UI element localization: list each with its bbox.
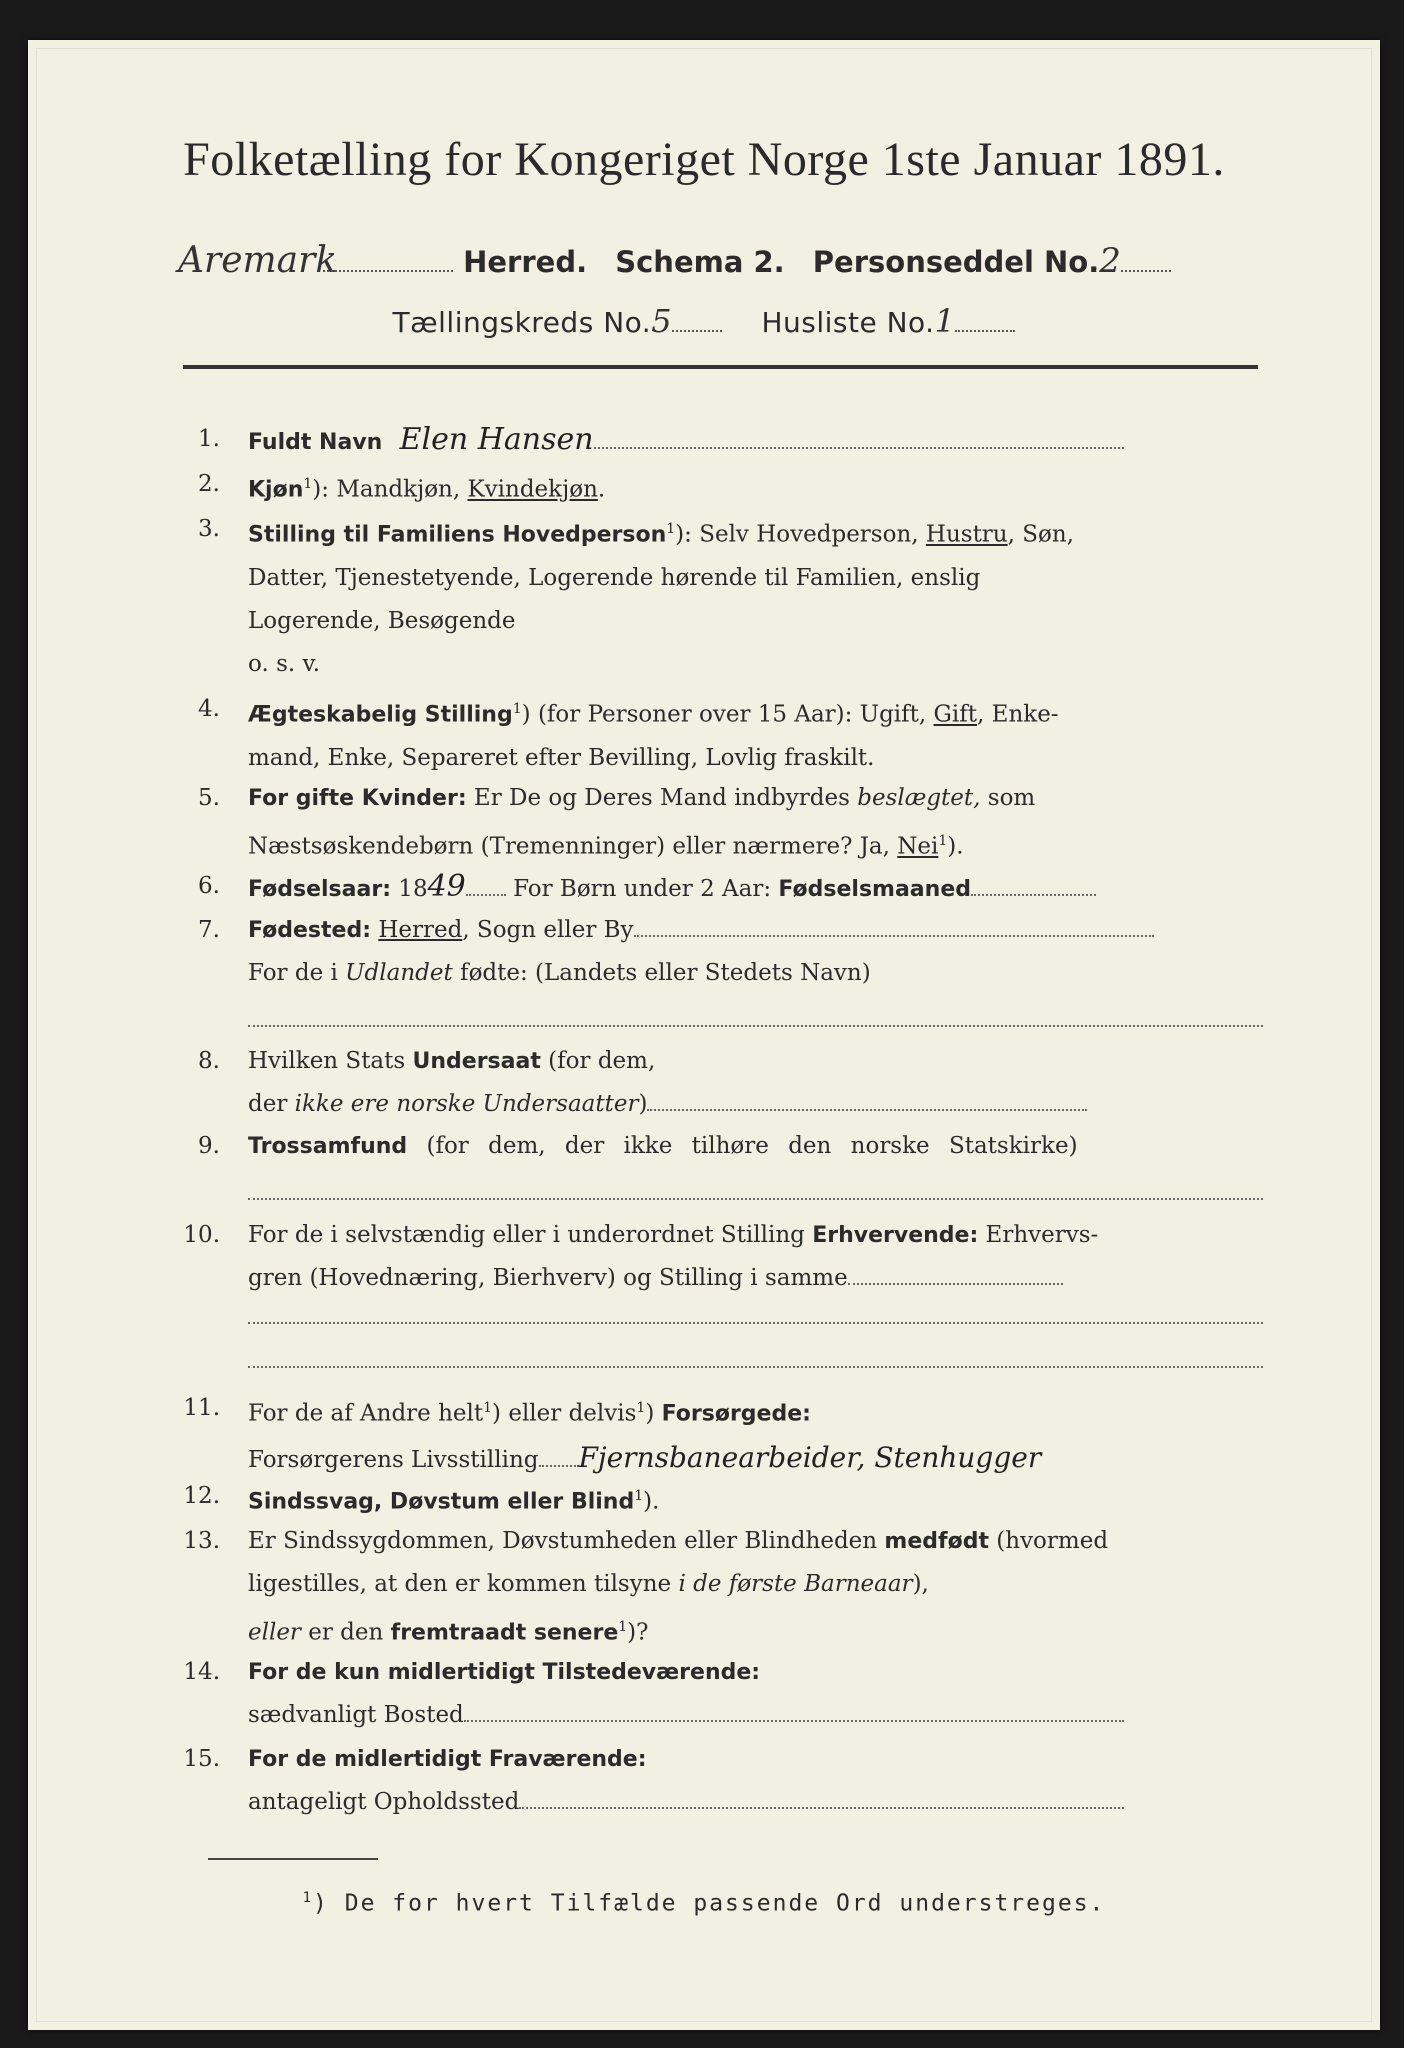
schema-label: Schema 2. (615, 245, 785, 279)
taellingskreds-value: 5 (651, 302, 673, 340)
text: sædvanligt Bosted (248, 1702, 464, 1728)
item-7 (178, 909, 1263, 1027)
text: ). (947, 833, 964, 860)
label-aegteskabelig: Ægteskabelig Stilling (248, 702, 513, 728)
item-number: 5. (198, 785, 220, 811)
value-forsorger: Fjernsbanearbeider, Stenhugger (578, 1440, 1042, 1474)
taellingskreds-label: Tællingskreds No. (392, 306, 652, 339)
fill-line (647, 1095, 1087, 1111)
fill-line (594, 433, 1124, 449)
fill-line (466, 880, 506, 896)
item-1 (178, 418, 1263, 464)
underlined-choice: Nei (897, 833, 939, 860)
item-12: 12. Sindssvag, Døvstum eller Blind$^1$). (178, 1475, 1263, 1524)
text: (for dem, der ikke tilhøre den norske Statskirke) (407, 1133, 1078, 1159)
text-italic: beslægtet, (857, 785, 981, 811)
item-number: 3. (198, 516, 220, 542)
footnote-rule (208, 1858, 378, 1860)
form-title: Folketælling for Kongeriget Norge 1ste Januar 1891. (183, 133, 1225, 186)
fill-line (971, 880, 1096, 896)
text: ) (for Personer over 15 Aar): Ugift, (521, 701, 934, 728)
item-number: 14. (183, 1659, 220, 1685)
item-number: 11. (183, 1395, 220, 1421)
fill-line (248, 1194, 1263, 1200)
item-9 (178, 1125, 1263, 1200)
text: , Enke- (977, 701, 1059, 728)
personseddel-dots (1121, 270, 1171, 272)
text: For de i (248, 960, 346, 986)
text: ): Selv Hovedperson, (675, 521, 926, 548)
item-5: 5. For gifte Kvinder: Er De og Deres Mand indbyrdes beslægtet, som Næstsøskendebørn (Tremenninger) eller nærmere? Ja, Nei$^1$). (178, 777, 1263, 869)
item-number: 7. (198, 917, 220, 943)
item-number: 2. (198, 471, 220, 497)
item-6 (178, 865, 1263, 911)
label-fodselsmaaned: Fødselsmaaned (778, 877, 971, 902)
label-midlertidigt-tilstede: For de kun midlertidigt Tilstedeværende: (248, 1660, 761, 1685)
label-fremtraadt: fremtraadt senere (390, 1620, 619, 1646)
taellingskreds-line (28, 302, 1380, 340)
text: som (980, 785, 1036, 811)
fill-line (634, 921, 1154, 937)
label-fodested: Fødested: (248, 918, 371, 943)
text-italic: Udlandet (345, 960, 453, 986)
text: ), (912, 1571, 929, 1597)
text: mand, Enke, Separeret efter Bevilling, Lovlig fraskilt. (248, 744, 875, 771)
text: Forsørgerens Livsstilling (248, 1446, 539, 1473)
text: Er De og Deres Mand indbyrdes (466, 785, 858, 811)
value-fuldt-navn: Elen Hansen (399, 422, 594, 457)
text: ligestilles, at den er kommen tilsyne (248, 1571, 679, 1597)
fill-line (464, 1706, 1124, 1722)
item-2 (178, 463, 1263, 512)
footnote-mark: 1 (512, 701, 522, 717)
text: Datter, Tjenestetyende, Logerende hørende til Familien, enslig (248, 564, 981, 591)
item-8 (178, 1040, 1263, 1126)
census-form (28, 40, 1380, 2030)
item-number: 10. (183, 1222, 220, 1248)
footnote-mark: 1 (303, 476, 313, 492)
fill-line (848, 1269, 1063, 1285)
fill-line (539, 1451, 579, 1467)
taellingskreds-dots (672, 330, 722, 332)
text: antageligt Opholdssted (248, 1789, 520, 1815)
text: ) (638, 1091, 648, 1117)
text: gren (Hovednæring, Bierhverv) og Stilling i samme (248, 1265, 848, 1291)
header-rule (183, 365, 1258, 369)
text: For de i selvstændig eller i underordnet Stilling (248, 1222, 813, 1248)
personseddel-value: 2 (1099, 241, 1121, 281)
text-italic: eller (248, 1619, 301, 1646)
footnote-mark: 1 (666, 521, 676, 537)
value-fodselsaar: 49 (427, 869, 466, 904)
item-number: 4. (198, 696, 220, 722)
text: , Sogn eller By (462, 917, 634, 943)
text: For de af Andre helt (248, 1400, 484, 1427)
underlined-choice: Herred (378, 917, 463, 943)
text: er den (300, 1619, 391, 1646)
footnote (28, 1890, 1380, 1917)
item-number: 9. (198, 1133, 220, 1159)
item-3 (178, 508, 1263, 686)
text: ) (645, 1400, 662, 1427)
label-gifte-kvinder: For gifte Kvinder: (248, 786, 467, 811)
fill-line (248, 1318, 1263, 1324)
text: o. s. v. (248, 650, 321, 677)
label-stilling: Stilling til Familiens Hovedperson (248, 522, 667, 548)
item-number: 6. (198, 873, 220, 899)
footnote-mark: 1 (302, 1890, 314, 1906)
label-trossamfund: Trossamfund (248, 1134, 408, 1159)
underlined-choice: Gift (933, 701, 978, 728)
text: Erhvervs- (978, 1222, 1099, 1248)
fill-line (248, 1362, 1263, 1368)
item-15 (178, 1738, 1263, 1824)
text: , Søn, (1007, 521, 1074, 548)
text: )? (627, 1619, 649, 1646)
underlined-choice: Hustru (925, 521, 1008, 548)
item-number: 12. (183, 1483, 220, 1509)
item-13: 13. Er Sindssygdommen, Døvstumheden eller Blindheden medfødt (hvormed ligestilles, at den er kommen tilsyne i de første Barneaar), eller er den fremtraadt senere$^1$)? (178, 1520, 1263, 1655)
label-fodselsaar: Fødselsaar: (248, 877, 391, 902)
label-forsorgede: Forsørgede: (661, 1401, 811, 1427)
herred-label: Herred. (463, 245, 588, 279)
label-midlertidigt-fravaerende: For de midlertidigt Fraværende: (248, 1747, 647, 1772)
text-italic: ikke ere norske Undersaatter (294, 1091, 639, 1117)
husliste-label: Husliste No. (761, 306, 935, 339)
item-number: 15. (183, 1746, 220, 1772)
text: Er Sindssygdommen, Døvstumheden eller Blindheden (248, 1528, 885, 1554)
item-4 (178, 688, 1263, 780)
text: ): Mandkjøn, (312, 476, 468, 503)
text: (hvormed (988, 1528, 1109, 1554)
husliste-value: 1 (934, 302, 956, 340)
item-number: 13. (183, 1528, 220, 1554)
text: ) eller delvis (492, 1400, 637, 1427)
item-11: 11. For de af Andre helt$^1$) eller delvis$^1$) Forsørgede: Forsørgerens Livsstilling Fjernsbanearbeider, Stenhugger (178, 1387, 1263, 1482)
label-hvilken-stats: Hvilken Stats (248, 1048, 406, 1074)
label-erhvervende: Erhvervende: (812, 1223, 979, 1248)
item-14 (178, 1651, 1263, 1737)
item-number: 1. (198, 426, 220, 452)
label-undersaat: Undersaat (412, 1049, 541, 1074)
label-fuldt-navn: Fuldt Navn (248, 430, 383, 455)
text-italic: i de første Barneaar (678, 1571, 913, 1597)
husliste-dots (955, 330, 1015, 332)
text: Logerende, Besøgende (248, 607, 516, 634)
label-medfodt: medfødt (884, 1529, 989, 1554)
text: fødte: (Landets eller Stedets Navn) (452, 960, 871, 986)
item-number: 8. (198, 1048, 220, 1074)
text: For Børn under 2 Aar: (505, 876, 779, 902)
text: Næstsøskendebørn (Tremenninger) eller nærmere? Ja, (248, 833, 898, 860)
fill-line (248, 1021, 1263, 1027)
personseddel-label: Personseddel No. (812, 245, 1100, 279)
item-10 (178, 1214, 1263, 1368)
label-sindssvag: Sindssvag, Døvstum eller Blind (248, 1489, 635, 1515)
herred-line (178, 240, 1258, 290)
label-kjon: Kjøn (248, 477, 304, 503)
text: ). (643, 1488, 660, 1515)
herred-dots (323, 270, 453, 272)
footnote-text: ) De for hvert Tilfælde passende Ord understreges. (313, 1890, 1106, 1917)
text: (for dem, (540, 1048, 656, 1074)
fill-line (519, 1793, 1124, 1809)
text: 18 (391, 876, 428, 902)
underlined-choice: Kvindekjøn (467, 476, 598, 503)
text: . (597, 476, 606, 503)
text: der (248, 1091, 295, 1117)
herred-handwritten: Aremark (178, 240, 338, 281)
